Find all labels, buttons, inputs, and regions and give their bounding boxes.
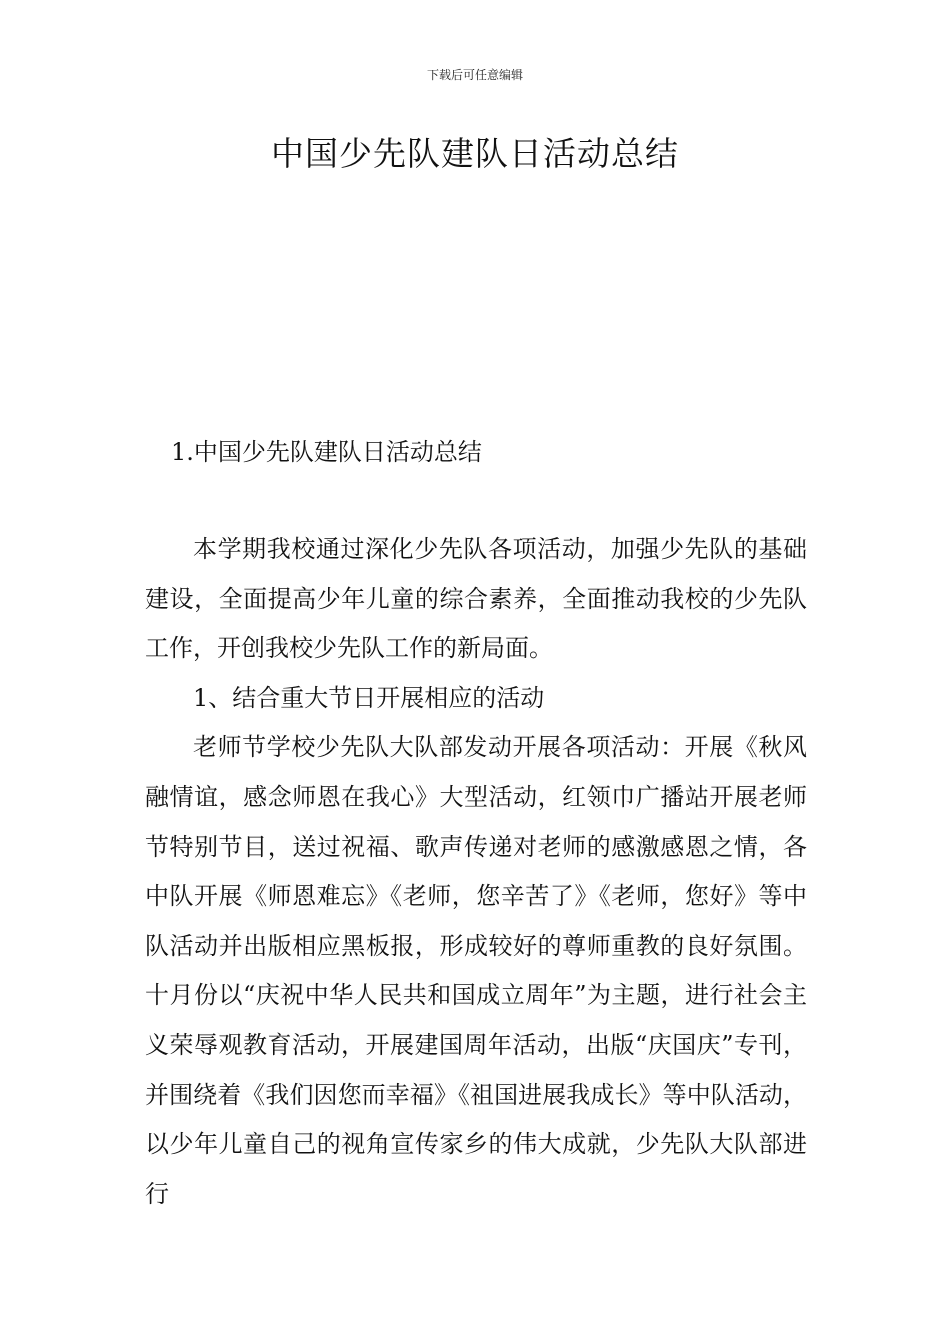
paragraph-teachers-day: 老师节学校少先队大队部发动开展各项活动：开展《秋风融情谊，感念师恩在我心》大型活动，红领巾广播站开展老师节特别节目，送过祝福、歌声传递对老师的感激感恩之情，各中队开展《师恩难忘》《老师，您辛苦了》《老师，您好》等中队活动并出版相应黑板报，形成较好的尊师重教的良好氛围。十月份以“庆祝中华人民共和国成立周年”为主题，进行社会主义荣辱观教育活动，开展建国周年活动，出版“庆国庆”专刊，并围绕着《我们因您而幸福》《祖国进展我成长》等中队活动，以少年儿童自己的视角宣传家乡的伟大成就，少先队大队部进行: [145, 733, 807, 1208]
paragraph-intro: 本学期我校通过深化少先队各项活动，加强少先队的基础建设，全面提高少年儿童的综合素养，全面推动我校的少先队工作，开创我校少先队工作的新局面。: [145, 535, 807, 663]
paragraph-subheading: 1、结合重大节日开展相应的活动: [193, 683, 545, 712]
section-heading: 1.中国少先队建队日活动总结: [171, 438, 482, 466]
header-note: 下载后可任意编辑: [426, 68, 523, 82]
document-title: 中国少先队建队日活动总结: [271, 134, 679, 173]
document-body: [145, 525, 807, 1219]
